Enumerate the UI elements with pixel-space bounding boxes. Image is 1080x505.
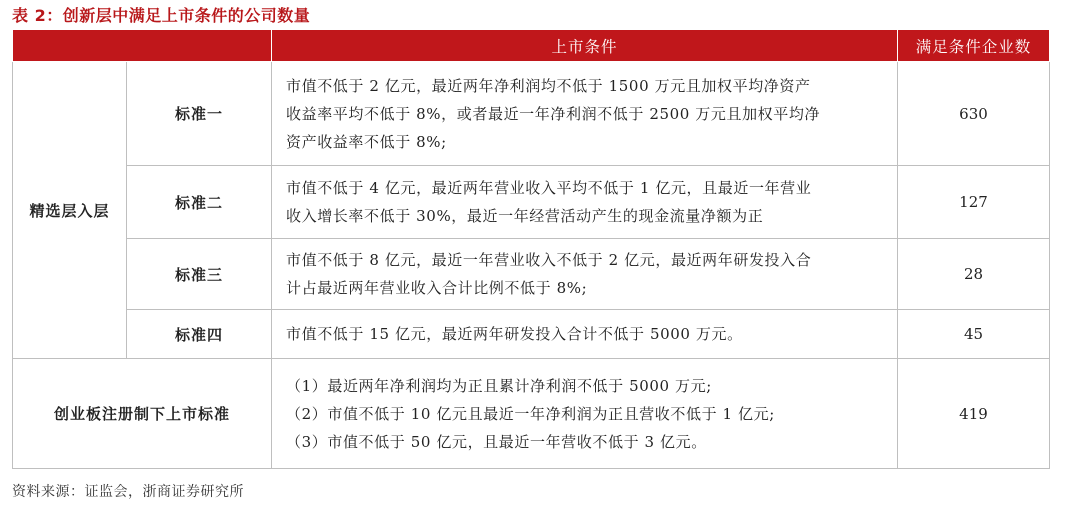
condition-2: [272, 166, 898, 239]
table-row: [13, 166, 1050, 239]
condition-4: [272, 310, 898, 359]
group-jingxuan: 精选层入层: [13, 62, 127, 359]
standard-4: 标准四: [127, 310, 272, 359]
condition-1: [272, 62, 898, 166]
table-header-row: [13, 30, 1050, 62]
group-chuangye: 创业板注册制下上市标准: [13, 359, 272, 469]
condition-line: 计占最近两年营业收入合计比例不低于 8%;: [286, 279, 588, 297]
standard-3: 标准三: [127, 239, 272, 310]
condition-line: （1）最近两年净利润均为正且累计净利润不低于 5000 万元;: [286, 376, 712, 395]
count-4: 45: [898, 310, 1050, 359]
listing-conditions-table: [12, 29, 1050, 469]
condition-line: 市值不低于 4 亿元，最近两年营业收入平均不低于 1 亿元，且最近一年营业: [286, 179, 812, 197]
condition-chuangye: [272, 359, 898, 469]
condition-line: 市值不低于 2 亿元，最近两年净利润均不低于 1500 万元且加权平均净资产: [286, 76, 811, 95]
count-1: 630: [898, 62, 1050, 166]
source-note: 资料来源：证监会，浙商证券研究所: [12, 484, 244, 500]
header-blank: [13, 30, 272, 62]
condition-line: 市值不低于 8 亿元，最近一年营业收入不低于 2 亿元，最近两年研发投入合: [286, 251, 812, 269]
condition-line: 资产收益率不低于 8%;: [286, 132, 447, 151]
table-row: [13, 62, 1050, 166]
condition-3: [272, 239, 898, 310]
table-row: [13, 310, 1050, 359]
count-2: 127: [898, 166, 1050, 239]
condition-line: （3）市值不低于 50 亿元，且最近一年营收不低于 3 亿元。: [286, 432, 707, 451]
table-title: 表 2：创新层中满足上市条件的公司数量: [12, 6, 311, 25]
condition-line: 市值不低于 15 亿元，最近两年研发投入合计不低于 5000 万元。: [286, 325, 743, 343]
table-row: [13, 239, 1050, 310]
condition-line: 收益率平均不低于 8%，或者最近一年净利润不低于 2500 万元且加权平均净: [286, 104, 821, 123]
standard-1: 标准一: [127, 62, 272, 166]
header-count: 满足条件企业数: [898, 30, 1050, 62]
header-conditions: 上市条件: [272, 30, 898, 62]
condition-line: （2）市值不低于 10 亿元且最近一年净利润为正且营收不低于 1 亿元;: [286, 404, 775, 423]
count-3: 28: [898, 239, 1050, 310]
condition-line: 收入增长率不低于 30%，最近一年经营活动产生的现金流量净额为正: [286, 207, 764, 225]
count-chuangye: 419: [898, 359, 1050, 469]
table-row: [13, 359, 1050, 469]
standard-2: 标准二: [127, 166, 272, 239]
